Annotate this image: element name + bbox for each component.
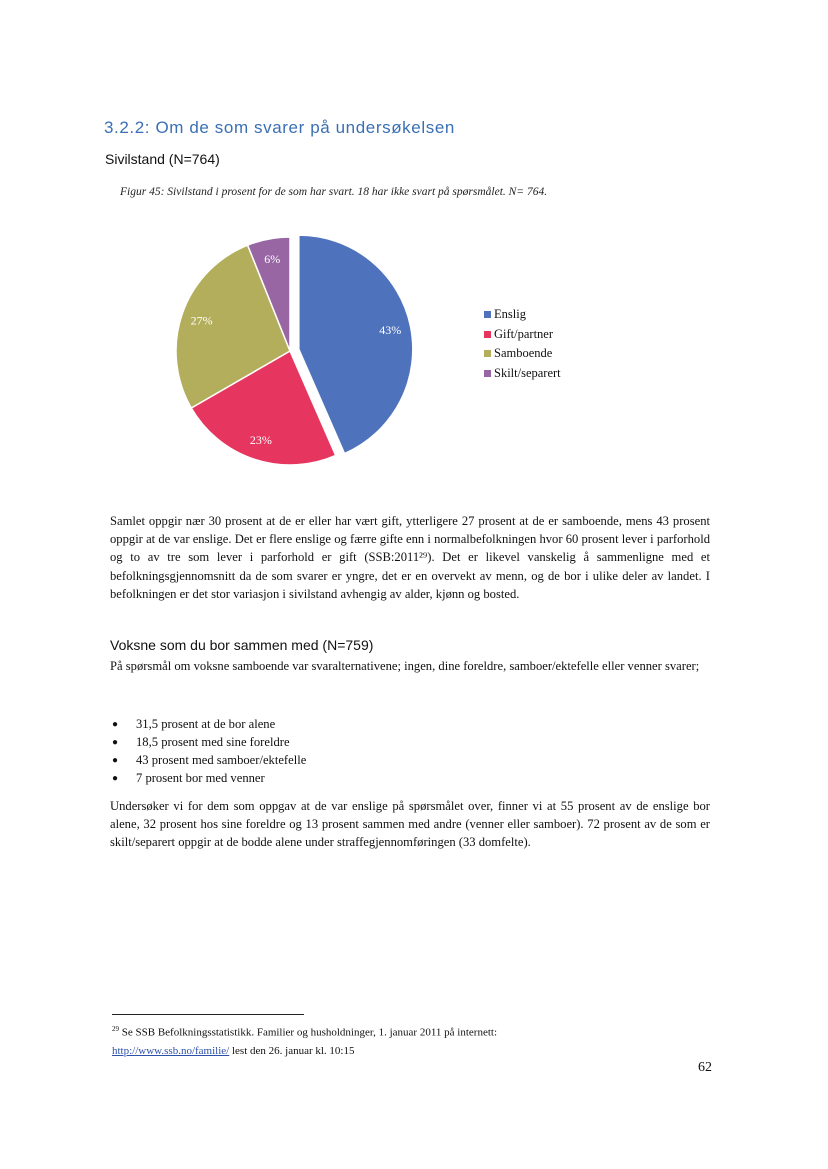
pie-label-skilt-separert: 6%: [264, 252, 281, 267]
subheading-sivilstand: Sivilstand (N=764): [105, 151, 220, 167]
legend-label-gift-partner: Gift/partner: [494, 326, 554, 341]
legend-item-samboende: [484, 344, 561, 364]
chart-legend: [484, 305, 561, 383]
list-item: [112, 751, 306, 769]
bullet-icon: ●: [112, 736, 119, 748]
bullet-list: [112, 715, 306, 787]
pie-label-samboende: 27%: [190, 313, 213, 328]
legend-item-skilt-separert: [484, 364, 561, 384]
paragraph-enslige: Undersøker vi for dem som oppgav at de var enslige på spørsmålet over, finner vi at 55 prosent av de enslige bor alene, 32 prosent hos sine foreldre og 13 prosent sammen med andre (venner eller samboer). 72 prosent av de som er skilt/separert oppgir at de bodde alene under straffegjennomføringen (33 domfelte).: [110, 799, 710, 850]
legend-swatch-gift-partner: [484, 331, 491, 338]
pie-label-gift-partner: 23%: [249, 432, 272, 447]
figure-caption: Figur 45: Sivilstand i prosent for de som har svart. 18 har ikke svart på spørsmålet. N= 764.: [120, 186, 548, 198]
footnote-number: 29: [112, 1025, 119, 1033]
footnote-line-2: [112, 1042, 497, 1060]
bullet-icon: ●: [112, 718, 119, 730]
section-heading: 3.2.2: Om de som svarer på undersøkelsen: [104, 118, 455, 137]
legend-swatch-enslig: [484, 311, 491, 318]
pie-label-enslig: 43%: [379, 323, 402, 338]
bullet-icon: ●: [112, 772, 119, 784]
footnote-divider: [112, 1014, 304, 1015]
list-item: [112, 733, 306, 751]
footnote: [112, 1020, 497, 1060]
bullet-icon: ●: [112, 754, 119, 766]
footnote-text: Se SSB Befolkningsstatistikk. Familier og husholdninger, 1. januar 2011 på internett:: [121, 1026, 498, 1039]
legend-swatch-skilt-separert: [484, 370, 491, 377]
legend-label-skilt-separert: Skilt/separert: [494, 365, 561, 380]
legend-item-gift-partner: [484, 325, 561, 345]
footnote-link[interactable]: http://www.ssb.no/familie/: [112, 1044, 230, 1057]
subheading-voksne: Voksne som du bor sammen med (N=759): [110, 637, 374, 653]
list-item-text: 43 prosent med samboer/ektefelle: [136, 752, 307, 767]
list-item-text: 7 prosent bor med venner: [136, 770, 265, 785]
list-item-text: 31,5 prosent at de bor alene: [136, 716, 276, 731]
list-item: [112, 715, 306, 733]
legend-label-samboende: Samboende: [494, 346, 553, 361]
page-number: 62: [698, 1060, 712, 1075]
paragraph-voksne-intro: På spørsmål om voksne samboende var svaralternativene; ingen, dine foreldre, samboer/ektefelle eller venner svarer;: [110, 659, 700, 673]
legend-label-enslig: Enslig: [494, 307, 526, 322]
footnote-line-1: [112, 1020, 497, 1042]
footnote-after-link: lest den 26. januar kl. 10:15: [231, 1044, 355, 1057]
pie-chart: [160, 226, 430, 476]
legend-swatch-samboende: [484, 350, 491, 357]
list-item: [112, 769, 306, 787]
paragraph-sivilstand: Samlet oppgir nær 30 prosent at de er eller har vært gift, ytterligere 27 prosent at de er samboende, mens 43 prosent oppgir at de var enslige. Det er flere enslige og færre gifte enn i normalbefolkningen hvor 60 prosent lever i parforhold og to av tre som lever i parforhold er gift (SSB:2011²⁹). Det er likevel vanskelig å sammenligne med et befolkningsgjennomsnitt da de som svarer er yngre, det er en overvekt av menn, og de bor i ulike deler av landet. I befolkningen er det stor variasjon i sivilstand avhengig av alder, kjønn og bosted.: [110, 514, 710, 601]
legend-item-enslig: [484, 305, 561, 325]
list-item-text: 18,5 prosent med sine foreldre: [136, 734, 290, 749]
